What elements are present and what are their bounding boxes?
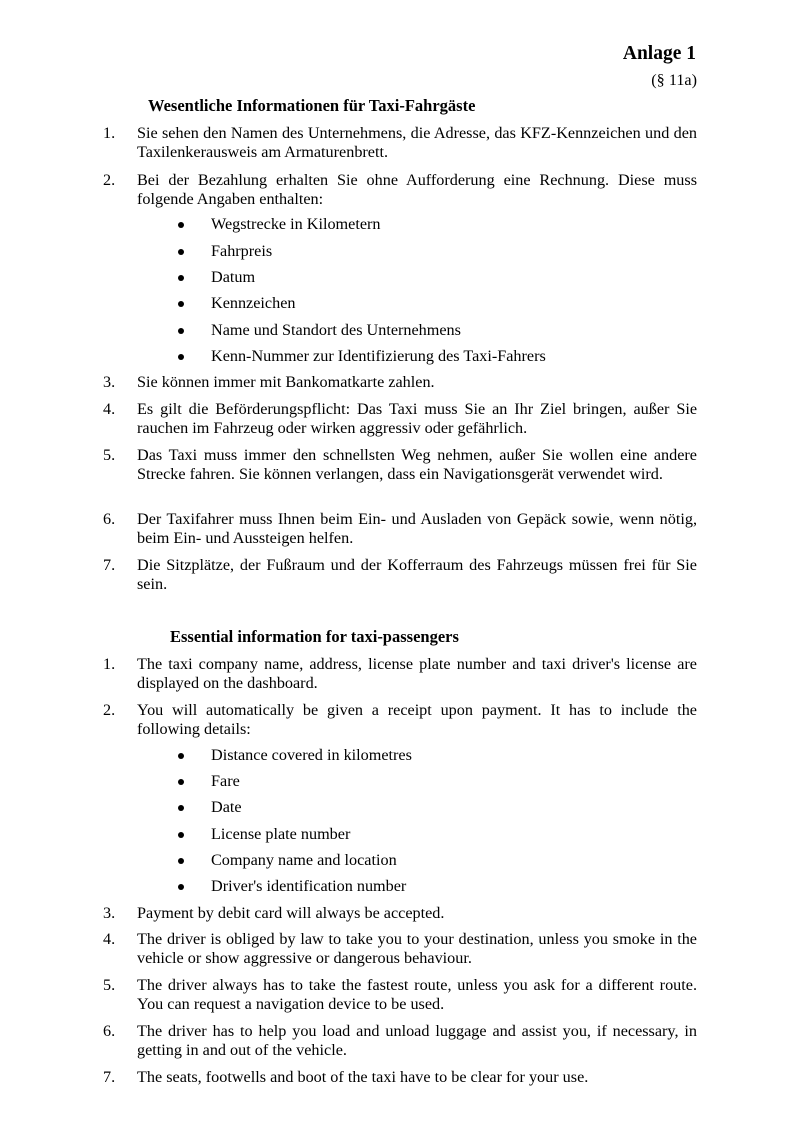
bullet-icon xyxy=(178,249,184,255)
english-receipt-detail xyxy=(178,772,698,791)
item-number: 7. xyxy=(103,1068,116,1086)
item-text: Das Taxi muss immer den schnellsten Weg nehmen, außer Sie wollen eine andere Strecke fahren. Sie können verlangen, dass ein Navigationsgerät verwendet wird. xyxy=(137,446,697,483)
item-text: Es gilt die Beförderungspflicht: Das Taxi muss Sie an Ihr Ziel bringen, außer Sie rauchen im Fahrzeug oder wirken aggressiv oder gefährlich. xyxy=(137,400,697,437)
bullet-icon xyxy=(178,779,184,785)
item-number: 7. xyxy=(103,556,116,574)
item-number: 6. xyxy=(103,1022,116,1040)
item-number: 3. xyxy=(103,904,116,922)
bullet-icon xyxy=(178,275,184,281)
detail-text: Kenn-Nummer zur Identifizierung des Taxi-Fahrers xyxy=(211,347,546,365)
english-receipt-detail xyxy=(178,825,698,844)
bullet-icon xyxy=(178,354,184,360)
item-text: The driver always has to take the fastest route, unless you ask for a different route. You can request a navigation device to be used. xyxy=(137,976,697,1013)
german-list-item xyxy=(103,556,697,594)
detail-text: Datum xyxy=(211,268,256,286)
german-section-title: Wesentliche Informationen für Taxi-Fahrgäste xyxy=(148,96,476,115)
detail-text: Date xyxy=(211,798,242,816)
german-list-item xyxy=(103,446,697,484)
item-text: The taxi company name, address, license plate number and taxi driver's license are displayed on the dashboard. xyxy=(137,655,697,692)
bullet-icon xyxy=(178,832,184,838)
german-list-item xyxy=(103,373,697,392)
bullet-icon xyxy=(178,301,184,307)
bullet-icon xyxy=(178,884,184,890)
item-text: Payment by debit card will always be accepted. xyxy=(137,904,445,922)
bullet-icon xyxy=(178,858,184,864)
detail-text: Fare xyxy=(211,772,240,790)
german-receipt-detail xyxy=(178,268,698,287)
german-receipt-detail xyxy=(178,242,698,261)
detail-text: Company name and location xyxy=(211,851,397,869)
german-list-item xyxy=(103,124,697,162)
item-text: The seats, footwells and boot of the taxi have to be clear for your use. xyxy=(137,1068,589,1086)
item-text: Sie können immer mit Bankomatkarte zahlen. xyxy=(137,373,435,391)
detail-text: Wegstrecke in Kilometern xyxy=(211,215,381,233)
english-list-item xyxy=(103,1022,697,1060)
item-number: 4. xyxy=(103,930,116,948)
german-list-item xyxy=(103,400,697,438)
bullet-icon xyxy=(178,805,184,811)
item-text: You will automatically be given a receipt upon payment. It has to include the following details: xyxy=(137,701,697,738)
item-text: Die Sitzplätze, der Fußraum und der Kofferraum des Fahrzeugs müssen frei für Sie sein. xyxy=(137,556,697,593)
item-text: Der Taxifahrer muss Ihnen beim Ein- und Ausladen von Gepäck sowie, wenn nötig, beim Ein- und Aussteigen helfen. xyxy=(137,510,697,547)
item-number: 6. xyxy=(103,510,116,528)
detail-text: License plate number xyxy=(211,825,351,843)
english-section-title: Essential information for taxi-passengers xyxy=(170,627,459,646)
english-receipt-detail xyxy=(178,877,698,896)
german-receipt-detail xyxy=(178,215,698,234)
english-receipt-detail xyxy=(178,746,698,765)
detail-text: Fahrpreis xyxy=(211,242,273,260)
english-list-item xyxy=(103,904,697,923)
english-list-item xyxy=(103,976,697,1014)
item-number: 4. xyxy=(103,400,116,418)
item-text: The driver has to help you load and unload luggage and assist you, if necessary, in getting in and out of the vehicle. xyxy=(137,1022,697,1059)
german-receipt-detail xyxy=(178,321,698,340)
german-list-item xyxy=(103,171,697,209)
item-text: Bei der Bezahlung erhalten Sie ohne Aufforderung eine Rechnung. Diese muss folgende Angaben enthalten: xyxy=(137,171,697,208)
german-receipt-detail xyxy=(178,347,698,366)
english-list-item xyxy=(103,1068,697,1087)
english-list-item xyxy=(103,701,697,739)
item-number: 5. xyxy=(103,446,116,464)
item-number: 1. xyxy=(103,655,116,673)
item-text: The driver is obliged by law to take you to your destination, unless you smoke in the vehicle or show aggressive or dangerous behaviour. xyxy=(137,930,697,967)
german-list-item xyxy=(103,510,697,548)
item-number: 2. xyxy=(103,701,116,719)
item-number: 3. xyxy=(103,373,116,391)
section-reference: (§ 11a) xyxy=(651,71,697,89)
detail-text: Driver's identification number xyxy=(211,877,407,895)
item-text: Sie sehen den Namen des Unternehmens, die Adresse, das KFZ-Kennzeichen und den Taxilenkerausweis am Armaturenbrett. xyxy=(137,124,697,161)
detail-text: Kennzeichen xyxy=(211,294,296,312)
english-receipt-detail xyxy=(178,851,698,870)
english-list-item xyxy=(103,930,697,968)
german-receipt-detail xyxy=(178,294,698,313)
english-receipt-detail xyxy=(178,798,698,817)
english-list-item xyxy=(103,655,697,693)
detail-text: Name und Standort des Unternehmens xyxy=(211,321,461,339)
item-number: 1. xyxy=(103,124,116,142)
detail-text: Distance covered in kilometres xyxy=(211,746,412,764)
annex-label: Anlage 1 xyxy=(622,43,696,64)
bullet-icon xyxy=(178,328,184,334)
bullet-icon xyxy=(178,753,184,759)
item-number: 2. xyxy=(103,171,116,189)
item-number: 5. xyxy=(103,976,116,994)
bullet-icon xyxy=(178,222,184,228)
